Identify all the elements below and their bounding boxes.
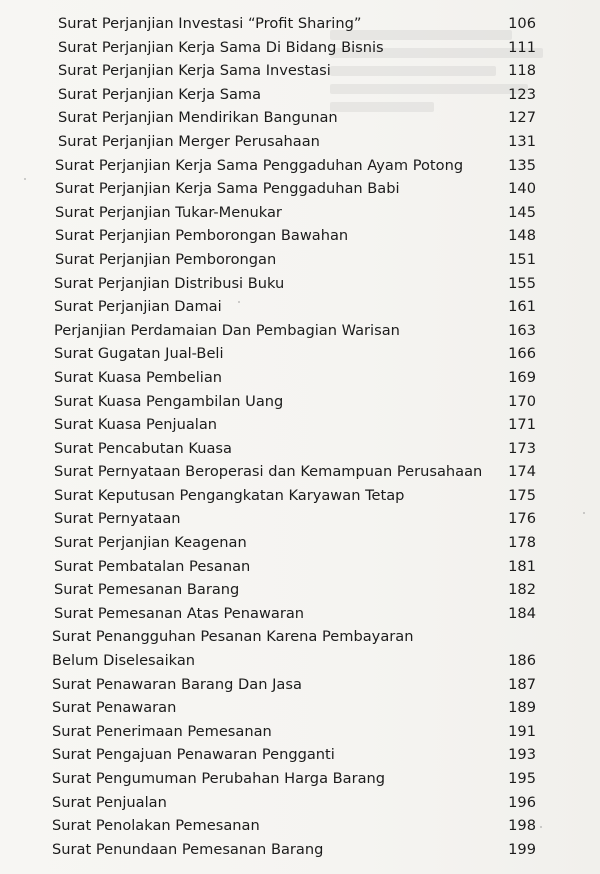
toc-entry-page: 184: [508, 604, 536, 622]
toc-entry-title: Surat Pemesanan Atas Penawaran: [54, 604, 305, 622]
toc-entry: [0, 12, 600, 36]
toc-entry: [0, 460, 600, 484]
toc-entry-page: 135: [508, 156, 536, 174]
toc-entry: [0, 295, 600, 319]
toc-entry-page: 163: [508, 321, 536, 339]
toc-entry: [0, 838, 600, 862]
toc-entry: [0, 59, 600, 83]
toc-entry: [0, 83, 600, 107]
toc-entry-title: Surat Perjanjian Pemborongan Bawahan: [55, 227, 349, 245]
toc-entry-page: 170: [508, 392, 536, 410]
toc-entry-title: Surat Penangguhan Pesanan Karena Pembayaran Belum Diselesaikan: [52, 628, 414, 670]
toc-entry-page: 181: [508, 557, 536, 575]
toc-entry: [0, 531, 600, 555]
toc-entry-title: Surat Perjanjian Merger Perusahaan: [58, 132, 320, 150]
toc-entry-page: 123: [508, 85, 536, 103]
toc-entry-page: 151: [508, 250, 536, 268]
toc-entry-title: Surat Perjanjian Kerja Sama Di Bidang Bisnis: [58, 38, 384, 56]
toc-entry-page: 176: [508, 510, 536, 528]
toc-entry: [0, 791, 600, 815]
toc-entry-title: Surat Perjanjian Investasi “Profit Sharing”: [58, 15, 362, 32]
toc-entry-title: Surat Perjanjian Keagenan: [54, 534, 247, 552]
toc-entry-page: 155: [508, 274, 536, 292]
toc-entry: [0, 696, 600, 720]
toc-entry: [0, 272, 600, 296]
toc-entry: [0, 743, 600, 767]
table-of-contents: [0, 12, 600, 861]
toc-entry-page: 174: [508, 463, 536, 481]
toc-entry: [0, 437, 600, 461]
toc-entry: [0, 602, 600, 626]
toc-entry-title: Perjanjian Perdamaian Dan Pembagian Warisan: [54, 321, 400, 339]
toc-entry-page: 166: [508, 345, 536, 363]
toc-entry-title: Surat Kuasa Pembelian: [54, 368, 223, 386]
toc-entry-title: Surat Perjanjian Kerja Sama Penggaduhan Ayam Potong: [55, 156, 464, 174]
toc-entry: [0, 177, 600, 201]
toc-entry: [0, 720, 600, 744]
toc-entry-page: 196: [508, 793, 536, 811]
toc-entry-title: Surat Perjanjian Pemborongan: [55, 250, 277, 268]
toc-entry-title: Surat Pernyataan: [54, 510, 181, 528]
toc-entry-page: 191: [508, 722, 536, 740]
toc-entry-title: Surat Perjanjian Kerja Sama: [58, 85, 262, 103]
toc-entry-title: Surat Penolakan Pemesanan: [52, 817, 260, 835]
toc-entry-title: Surat Perjanjian Damai: [54, 298, 222, 316]
toc-entry: [0, 390, 600, 414]
toc-entry: [0, 578, 600, 602]
toc-entry: [0, 673, 600, 697]
toc-entry-title: Surat Kuasa Penjualan: [54, 416, 218, 434]
toc-entry-page: 195: [508, 770, 536, 787]
toc-entry-title: Surat Pengumuman Perubahan Harga Barang: [52, 770, 386, 787]
toc-entry: [0, 201, 600, 225]
toc-entry-page: 127: [508, 109, 536, 127]
toc-entry-page: 169: [508, 368, 536, 386]
toc-entry-title: Surat Penawaran Barang Dan Jasa: [52, 675, 302, 693]
toc-entry: [0, 130, 600, 154]
toc-entry-page: 148: [508, 227, 536, 245]
toc-entry: [0, 36, 600, 60]
toc-entry-title: Surat Perjanjian Tukar-Menukar: [55, 203, 282, 221]
toc-entry-title: Surat Perjanjian Mendirikan Bangunan: [58, 109, 338, 127]
toc-entry-page: 171: [508, 416, 536, 434]
toc-entry-title: Surat Pengajuan Penawaran Pengganti: [52, 746, 335, 764]
toc-entry-page: 111: [508, 38, 536, 56]
toc-entry-page: 186: [508, 652, 536, 670]
toc-entry-page: 161: [508, 298, 536, 316]
toc-entry-title: Surat Pemesanan Barang: [54, 581, 240, 599]
toc-entry-page: 118: [508, 62, 536, 80]
toc-entry: [0, 413, 600, 437]
toc-entry-title: Surat Perjanjian Kerja Sama Investasi: [58, 62, 331, 80]
toc-entry: [0, 319, 600, 343]
toc-entry-title: Surat Perjanjian Kerja Sama Penggaduhan Babi: [55, 180, 400, 198]
toc-entry-title: Surat Penawaran: [52, 699, 177, 717]
toc-entry-page: 145: [508, 203, 536, 221]
toc-entry-title: Surat Keputusan Pengangkatan Karyawan Tetap: [54, 486, 405, 504]
toc-entry-title: Surat Penerimaan Pemesanan: [52, 722, 272, 740]
toc-entry-title: Surat Pencabutan Kuasa: [54, 439, 232, 457]
toc-entry: [0, 507, 600, 531]
toc-entry: [0, 366, 600, 390]
toc-entry-title: Surat Pernyataan Beroperasi dan Kemampuan Perusahaan: [54, 463, 483, 481]
toc-entry-title: Surat Penundaan Pemesanan Barang: [52, 840, 324, 858]
toc-entry: [0, 224, 600, 248]
toc-entry-title: Surat Perjanjian Distribusi Buku: [54, 274, 285, 292]
toc-entry-page: 182: [508, 581, 536, 599]
toc-entry-page: 106: [508, 15, 536, 32]
toc-entry-page: 189: [508, 699, 536, 717]
toc-entry: [0, 484, 600, 508]
toc-entry-title: Surat Kuasa Pengambilan Uang: [54, 392, 284, 410]
toc-entry-page: 140: [508, 180, 536, 198]
toc-entry-page: 131: [508, 132, 536, 150]
toc-entry-page: 193: [508, 746, 536, 764]
toc-entry-title: Surat Pembatalan Pesanan: [54, 557, 251, 575]
toc-entry-title: Surat Gugatan Jual-Beli: [54, 345, 224, 363]
toc-entry: [0, 342, 600, 366]
toc-entry-page: 199: [508, 840, 536, 858]
toc-entry: [0, 555, 600, 579]
toc-entry-page: 198: [508, 817, 536, 835]
toc-entry: [0, 625, 600, 672]
toc-entry: [0, 154, 600, 178]
toc-entry-page: 187: [508, 675, 536, 693]
toc-entry: [0, 814, 600, 838]
toc-entry-page: 178: [508, 534, 536, 552]
toc-entry: [0, 248, 600, 272]
toc-entry: [0, 767, 600, 791]
toc-entry-page: 175: [508, 486, 536, 504]
toc-entry-page: 173: [508, 439, 536, 457]
toc-entry: [0, 106, 600, 130]
toc-entry-title: Surat Penjualan: [52, 793, 167, 811]
